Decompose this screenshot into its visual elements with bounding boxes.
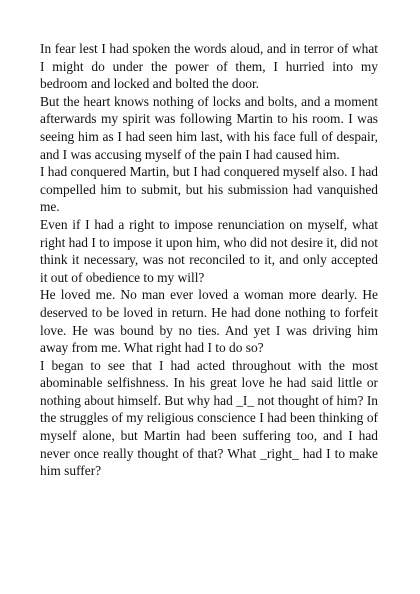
paragraph-6: I began to see that I had acted throughout with the most abominable selfishness. In his great love he had said little or nothing about himself. But why had _I_ not thought of him? In the struggles of my religious conscience I had been thinking of myself alone, but Martin had been suffering too, and I had never once really thought of that? What _right_ had I to make him suffer? [40,357,378,479]
paragraph-2: But the heart knows nothing of locks and bolts, and a moment afterwards my spirit was following Martin to his room. I was seeing him as I had seen him last, with his face full of despair, and I was accusing myself of the pain I had caused him. [40,93,378,162]
paragraph-1: In fear lest I had spoken the words aloud, and in terror of what I might do under the power of them, I hurried into my bedroom and locked and bolted the door. [40,41,378,92]
paragraph-5: He loved me. No man ever loved a woman more dearly. He deserved to be loved in return. He had done nothing to forfeit love. He was bound by no ties. And yet I was driving him away from me. What right had I to do so? [40,287,378,356]
paragraph-4: Even if I had a right to impose renunciation on myself, what right had I to impose it upon him, who did not desire it, did not think it necessary, was not reconciled to it, and only accepted it out of obedience to my will? [40,216,378,285]
document-page [40,40,378,480]
paragraph-3: I had conquered Martin, but I had conquered myself also. I had compelled him to submit, but his submission had vanquished me. [40,164,379,215]
